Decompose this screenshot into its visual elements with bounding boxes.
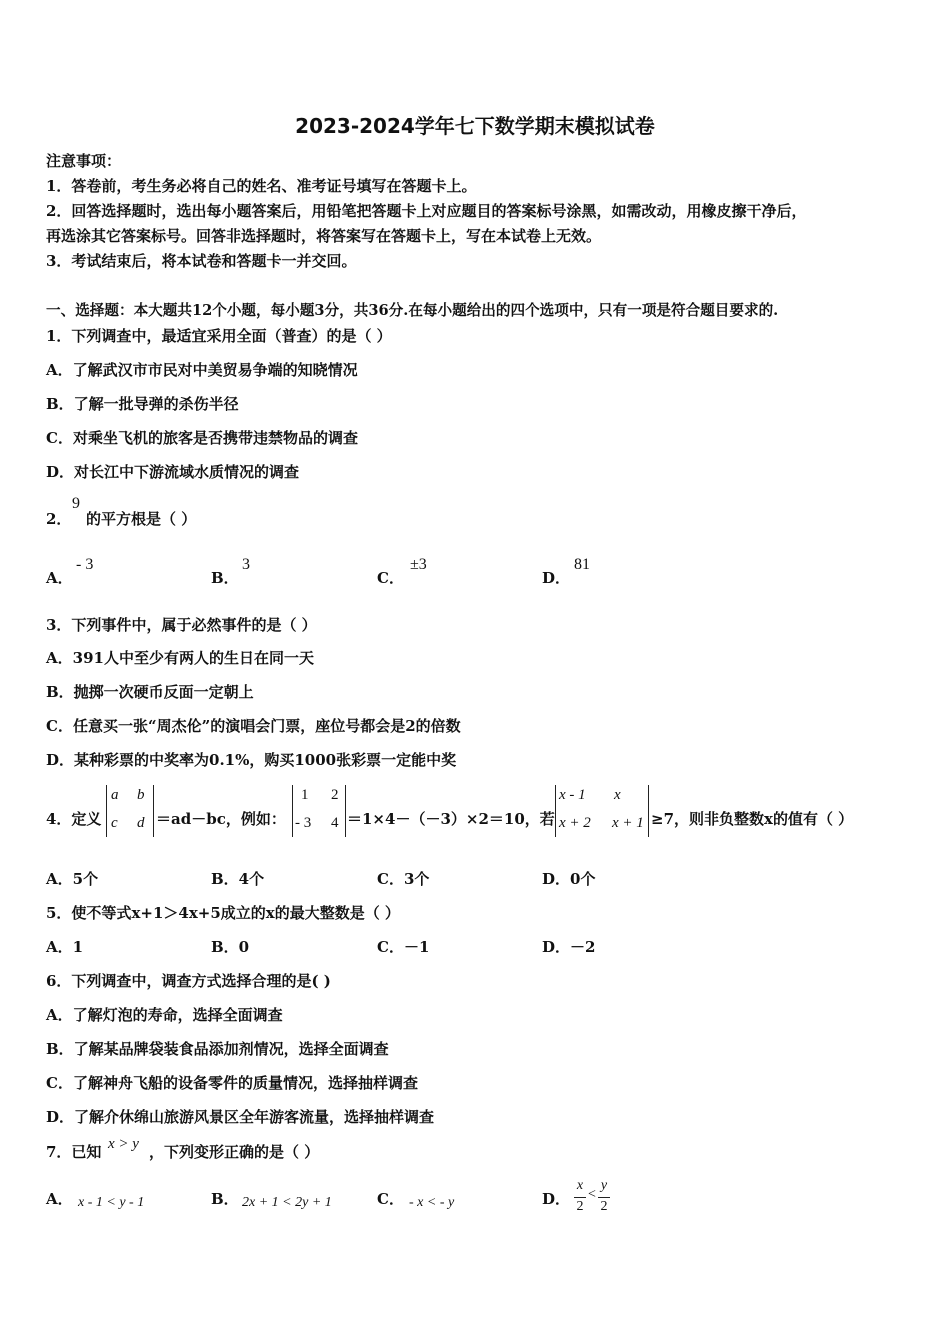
q7-suffix: ，下列变形正确的是（ ） xyxy=(149,1143,320,1161)
notice-heading: 注意事项： xyxy=(46,152,122,170)
q7-d-relation: < xyxy=(588,1187,596,1202)
q6-option-b: B．了解某品牌袋装食品添加剂情况，选择全面调查 xyxy=(46,1040,389,1058)
q2-option-a-value: - 3 xyxy=(76,556,94,573)
q4-det1-b: b xyxy=(137,787,145,803)
q4-option-a: A．5个 xyxy=(46,870,99,888)
q4-prefix: 4．定义 xyxy=(46,810,102,828)
q4-determinant-abcd xyxy=(106,785,154,837)
q7-option-a-label: A． xyxy=(46,1190,73,1208)
q1-option-b: B．了解一批导弹的杀伤半径 xyxy=(46,395,239,413)
q5-option-d: D．－2 xyxy=(542,938,596,956)
q5-option-a: A．1 xyxy=(46,938,84,956)
q4-det2-a: 1 xyxy=(301,787,309,803)
q2-option-d-value: 81 xyxy=(574,556,590,573)
q4-det1-c: c xyxy=(111,815,118,831)
q2-stem: 的平方根是（ ） xyxy=(86,510,197,528)
q2-option-b-label: B． xyxy=(211,569,239,587)
q7-d-fraction-bar-2 xyxy=(598,1197,610,1198)
q7-prefix: 7．已知 xyxy=(46,1143,102,1161)
q5-stem: 5．使不等式x+1＞4x+5成立的x的最大整数是（ ） xyxy=(46,904,400,922)
q6-stem: 6．下列调查中，调查方式选择合理的是( ) xyxy=(46,972,331,990)
notice-item-2-cont: 再选涂其它答案标号。回答非选择题时，将答案写在答题卡上，写在本试卷上无效。 xyxy=(46,227,602,245)
q4-det3-d: x + 1 xyxy=(612,815,644,831)
page-title: 2023-2024学年七下数学期末模拟试卷 xyxy=(295,114,655,138)
q1-stem: 1．下列调查中，最适宜采用全面（普查）的是（ ） xyxy=(46,327,392,345)
q6-option-a: A．了解灯泡的寿命，选择全面调查 xyxy=(46,1006,283,1024)
q2-expression: 9 xyxy=(72,495,80,512)
q2-option-c-value: ±3 xyxy=(410,556,427,573)
q7-d-numerator-1: x xyxy=(576,1178,584,1193)
q4-example-text: ＝1×4－（－3）×2＝10，若 xyxy=(347,810,555,828)
notice-item-2: 2．回答选择题时，选出每小题答案后，用铅笔把答题卡上对应题目的答案标号涂黑，如需改动，用橡皮擦干净后， xyxy=(46,202,807,220)
q4-det2-c: - 3 xyxy=(295,815,312,831)
q1-option-c: C．对乘坐飞机的旅客是否携带违禁物品的调查 xyxy=(46,429,358,447)
notice-item-3: 3．考试结束后，将本试卷和答题卡一并交回。 xyxy=(46,252,357,270)
q3-option-a: A．391人中至少有两人的生日在同一天 xyxy=(46,649,314,667)
q2-option-b-value: 3 xyxy=(242,556,250,573)
q4-det2-b: 2 xyxy=(331,787,339,803)
q7-option-b-label: B． xyxy=(211,1190,239,1208)
q4-definition-text: ＝ad－bc，例如： xyxy=(156,810,286,828)
q7-option-a-value: x - 1 < y - 1 xyxy=(78,1195,145,1210)
q7-d-denominator-2: 2 xyxy=(600,1199,608,1214)
q3-stem: 3．下列事件中，属于必然事件的是（ ） xyxy=(46,616,317,634)
q4-det1-d: d xyxy=(137,815,145,831)
q2-number: 2． xyxy=(46,510,72,528)
q7-d-fraction-bar-1 xyxy=(574,1197,586,1198)
q4-det3-b: x xyxy=(614,787,621,803)
q7-option-c-label: C． xyxy=(377,1190,404,1208)
q4-determinant-x xyxy=(555,785,649,837)
section-heading: 一、选择题：本大题共12个小题，每小题3分，共36分.在每小题给出的四个选项中，只有一项是符合题目要求的. xyxy=(46,302,779,319)
q3-option-d: D．某种彩票的中奖率为0.1%，购买1000张彩票一定能中奖 xyxy=(46,751,457,769)
q7-d-denominator-1: 2 xyxy=(576,1199,584,1214)
q7-option-d-label: D． xyxy=(542,1190,571,1208)
q7-d-numerator-2: y xyxy=(600,1178,608,1193)
q7-condition: x > y xyxy=(108,1136,139,1152)
q2-option-c-label: C． xyxy=(377,569,404,587)
q4-suffix: ≥7，则非负整数x的值有（ ） xyxy=(651,810,854,828)
q2-option-d-label: D． xyxy=(542,569,571,587)
q4-option-b: B．4个 xyxy=(211,870,265,888)
q7-option-c-value: - x < - y xyxy=(409,1195,455,1210)
q4-option-d: D．0个 xyxy=(542,870,596,888)
q4-determinant-example xyxy=(292,785,346,837)
q3-option-c: C．任意买一张“周杰伦”的演唱会门票，座位号都会是2的倍数 xyxy=(46,717,461,735)
q1-option-a: A．了解武汉市市民对中美贸易争端的知晓情况 xyxy=(46,361,358,379)
q5-option-b: B．0 xyxy=(211,938,250,956)
q4-det3-c: x + 2 xyxy=(559,815,591,831)
notice-item-1: 1．答卷前，考生务必将自己的姓名、准考证号填写在答题卡上。 xyxy=(46,177,477,195)
q1-option-d: D．对长江中下游流域水质情况的调查 xyxy=(46,463,300,481)
q4-det2-d: 4 xyxy=(331,815,339,831)
q4-det3-a: x - 1 xyxy=(559,787,586,803)
q7-option-b-value: 2x + 1 < 2y + 1 xyxy=(242,1195,332,1210)
q4-option-c: C．3个 xyxy=(377,870,430,888)
q5-option-c: C．－1 xyxy=(377,938,430,956)
q2-option-a-label: A． xyxy=(46,569,73,587)
q4-det1-a: a xyxy=(111,787,119,803)
q6-option-d: D．了解介休绵山旅游风景区全年游客流量，选择抽样调查 xyxy=(46,1108,435,1126)
q6-option-c: C．了解神舟飞船的设备零件的质量情况，选择抽样调查 xyxy=(46,1074,418,1092)
q3-option-b: B．抛掷一次硬币反面一定朝上 xyxy=(46,683,254,701)
